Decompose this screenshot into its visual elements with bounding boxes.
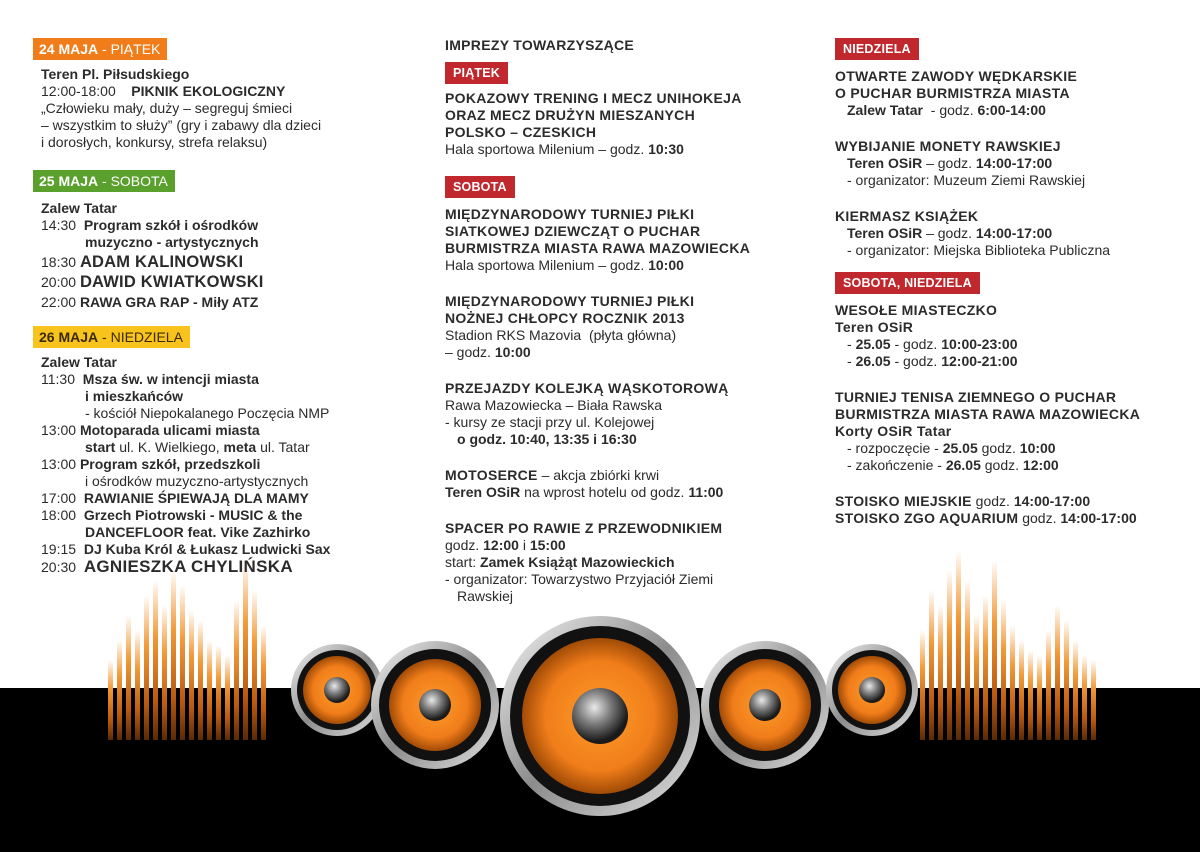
day-24-tag: 24 MAJA - PIĄTEK	[33, 38, 167, 60]
event-venue: Teren OSiR	[835, 319, 914, 335]
equalizer-bar	[252, 590, 257, 740]
event-title: MIĘDZYNARODOWY TURNIEJ PIŁKI	[445, 293, 695, 309]
event-line: 12:00-18:00 PIKNIK EKOLOGICZNY	[41, 83, 286, 99]
equalizer-bar	[225, 655, 230, 740]
equalizer-bar	[180, 585, 185, 740]
event-line-cont: start ul. K. Wielkiego, meta ul. Tatar	[85, 439, 310, 455]
equalizer-bar	[1046, 630, 1051, 740]
event-line: 18:00 Grzech Piotrowski - MUSIC & the	[41, 507, 303, 523]
event-info: Stadion RKS Mazovia (płyta główna)	[445, 327, 677, 343]
event-info: - rozpoczęcie - 25.05 godz. 10:00	[847, 440, 1056, 456]
event-line: 14:30 Program szkół i ośrodków	[41, 217, 259, 233]
day-26-tag: 26 MAJA - NIEDZIELA	[33, 326, 190, 348]
equalizer-bar	[1037, 655, 1042, 740]
venue-label: Teren Pl. Piłsudskiego	[41, 66, 190, 82]
event-info: o godz. 10:40, 13:35 i 16:30	[457, 431, 637, 447]
sunday-events	[835, 38, 1195, 259]
equalizer-bar	[929, 590, 934, 740]
equalizer-bar	[135, 630, 140, 740]
section-heading: IMPREZY TOWARZYSZĄCE	[445, 37, 635, 53]
event-line: 20:00 DAWID KWIATKOWSKI	[41, 273, 264, 291]
day-26-section	[33, 326, 363, 576]
event-venue: Korty OSiR Tatar	[835, 423, 952, 439]
event-desc: – wszystkim to służy” (gry i zabawy dla dzieci	[41, 117, 322, 133]
equalizer-bar	[171, 570, 176, 740]
event-title: KIERMASZ KSIĄŻEK	[835, 208, 979, 224]
event-title: BURMISTRZA MIASTA RAWA MAZOWIECKA	[835, 406, 1141, 422]
venue-label: Zalew Tatar	[41, 354, 117, 370]
equalizer-bar	[1010, 625, 1015, 740]
equalizer-bar	[956, 550, 961, 740]
equalizer-bar	[947, 570, 952, 740]
event-info: Teren OSiR – godz. 14:00-17:00	[847, 225, 1053, 241]
equalizer-bar	[1073, 640, 1078, 740]
speaker-small-right	[826, 644, 918, 736]
sunday-tag: NIEDZIELA	[835, 38, 919, 60]
equalizer-bar	[216, 645, 221, 740]
equalizer-bar	[938, 605, 943, 740]
event-line: 13:00 Motoparada ulicami miasta	[41, 422, 260, 438]
event-title: ORAZ MECZ DRUŻYN MIESZANYCH	[445, 107, 695, 123]
speaker-center	[500, 616, 700, 816]
event-info: Rawa Mazowiecka – Biała Rawska	[445, 397, 663, 413]
equalizer-bar	[144, 595, 149, 740]
weekend-tag: SOBOTA, NIEDZIELA	[835, 272, 980, 294]
equalizer-bar	[920, 630, 925, 740]
weekend-events	[835, 272, 1195, 527]
day-24-section	[33, 38, 363, 151]
event-title: SIATKOWEJ DZIEWCZĄT O PUCHAR	[445, 223, 701, 239]
event-desc: „Człowieku mały, duży – segreguj śmieci	[41, 100, 293, 116]
event-info: - organizator: Towarzystwo Przyjaciół Ziemi	[445, 571, 714, 587]
event-title: SPACER PO RAWIE Z PRZEWODNIKIEM	[445, 520, 723, 536]
event-info: – godz. 10:00	[445, 344, 531, 360]
event-line: 22:00 RAWA GRA RAP - Miły ATZ	[41, 294, 259, 310]
event-info: STOISKO ZGO AQUARIUM godz. 14:00-17:00	[835, 510, 1137, 526]
equalizer-bar	[261, 625, 266, 740]
speaker-mid-right	[701, 641, 829, 769]
day-25-tag: 25 MAJA - SOBOTA	[33, 170, 175, 192]
saturday-events	[445, 176, 805, 605]
event-info: - kursy ze stacji przy ul. Kolejowej	[445, 414, 655, 430]
equalizer-bar	[126, 615, 131, 740]
venue-label: Zalew Tatar	[41, 200, 117, 216]
equalizer-bar	[117, 640, 122, 740]
event-title: MIĘDZYNARODOWY TURNIEJ PIŁKI	[445, 206, 695, 222]
event-line-cont: - kościół Niepokalanego Poczęcia NMP	[85, 405, 330, 421]
equalizer-bar	[234, 600, 239, 740]
speaker-small-left	[291, 644, 383, 736]
equalizer-bar	[153, 580, 158, 740]
equalizer-bar	[992, 560, 997, 740]
event-info: - organizator: Miejska Biblioteka Publiczna	[847, 242, 1111, 258]
event-line-cont: i mieszkańców	[85, 388, 184, 404]
event-line: 18:30 ADAM KALINOWSKI	[41, 253, 244, 271]
event-info: Teren OSiR – godz. 14:00-17:00	[847, 155, 1053, 171]
event-title: WESOŁE MIASTECZKO	[835, 302, 998, 318]
equalizer-bar	[207, 640, 212, 740]
event-line: 17:00 RAWIANIE ŚPIEWAJĄ DLA MAMY	[41, 490, 309, 506]
equalizer-bar	[974, 615, 979, 740]
event-line: 20:30 AGNIESZKA CHYLIŃSKA	[41, 557, 293, 576]
equalizer-bar	[965, 580, 970, 740]
event-title: NOŻNEJ CHŁOPCY ROCZNIK 2013	[445, 310, 685, 326]
equalizer-bar	[1091, 660, 1096, 740]
equalizer-bar	[1082, 655, 1087, 740]
event-info: Teren OSiR na wprost hotelu od godz. 11:00	[445, 484, 724, 500]
event-info: STOISKO MIEJSKIE godz. 14:00-17:00	[835, 493, 1091, 509]
event-desc: i dorosłych, konkursy, strefa relaksu)	[41, 134, 268, 150]
event-info: - 26.05 - godz. 12:00-21:00	[847, 353, 1018, 369]
day-25-section	[33, 170, 363, 311]
event-line: 13:00 Program szkół, przedszkoli	[41, 456, 261, 472]
event-info: - organizator: Muzeum Ziemi Rawskiej	[847, 172, 1086, 188]
event-title: MOTOSERCE – akcja zbiórki krwi	[445, 467, 660, 483]
event-line-cont: i ośrodków muzyczno-artystycznych	[85, 473, 309, 489]
event-title: POLSKO – CZESKICH	[445, 124, 597, 140]
event-line: 19:15 DJ Kuba Król & Łukasz Ludwicki Sax	[41, 541, 331, 557]
event-title: BURMISTRZA MIASTA RAWA MAZOWIECKA	[445, 240, 751, 256]
event-line: 11:30 Msza św. w intencji miasta	[41, 371, 259, 387]
event-info: Rawskiej	[457, 588, 514, 604]
equalizer-bar	[983, 595, 988, 740]
equalizer-bar	[108, 660, 113, 740]
event-info: Zalew Tatar - godz. 6:00-14:00	[847, 102, 1046, 118]
event-info: Hala sportowa Milenium – godz. 10:00	[445, 257, 684, 273]
event-info: godz. 12:00 i 15:00	[445, 537, 566, 553]
equalizer-bar	[1019, 640, 1024, 740]
event-title: WYBIJANIE MONETY RAWSKIEJ	[835, 138, 1061, 154]
event-title: TURNIEJ TENISA ZIEMNEGO O PUCHAR	[835, 389, 1117, 405]
equalizer-bar	[243, 560, 248, 740]
equalizer-bar	[1055, 605, 1060, 740]
saturday-tag: SOBOTA	[445, 176, 515, 198]
event-info: - zakończenie - 26.05 godz. 12:00	[847, 457, 1059, 473]
equalizer-bar	[1028, 650, 1033, 740]
event-info: start: Zamek Książąt Mazowieckich	[445, 554, 675, 570]
event-line-cont: DANCEFLOOR feat. Vike Zazhirko	[85, 524, 311, 540]
event-line-cont: muzyczno - artystycznych	[85, 234, 259, 250]
event-title: OTWARTE ZAWODY WĘDKARSKIE	[835, 68, 1078, 84]
friday-tag: PIĄTEK	[445, 62, 508, 84]
event-title: POKAZOWY TRENING I MECZ UNIHOKEJA	[445, 90, 742, 106]
event-info: Hala sportowa Milenium – godz. 10:30	[445, 141, 684, 157]
equalizer-bar	[189, 610, 194, 740]
event-info: - 25.05 - godz. 10:00-23:00	[847, 336, 1018, 352]
friday-events	[445, 62, 805, 158]
equalizer-bar	[1001, 600, 1006, 740]
event-title: O PUCHAR BURMISTRZA MIASTA	[835, 85, 1070, 101]
speaker-mid-left	[371, 641, 499, 769]
equalizer-bar	[162, 605, 167, 740]
event-title: PRZEJAZDY KOLEJKĄ WĄSKOTOROWĄ	[445, 380, 729, 396]
equalizer-bar	[1064, 620, 1069, 740]
equalizer-bar	[198, 620, 203, 740]
